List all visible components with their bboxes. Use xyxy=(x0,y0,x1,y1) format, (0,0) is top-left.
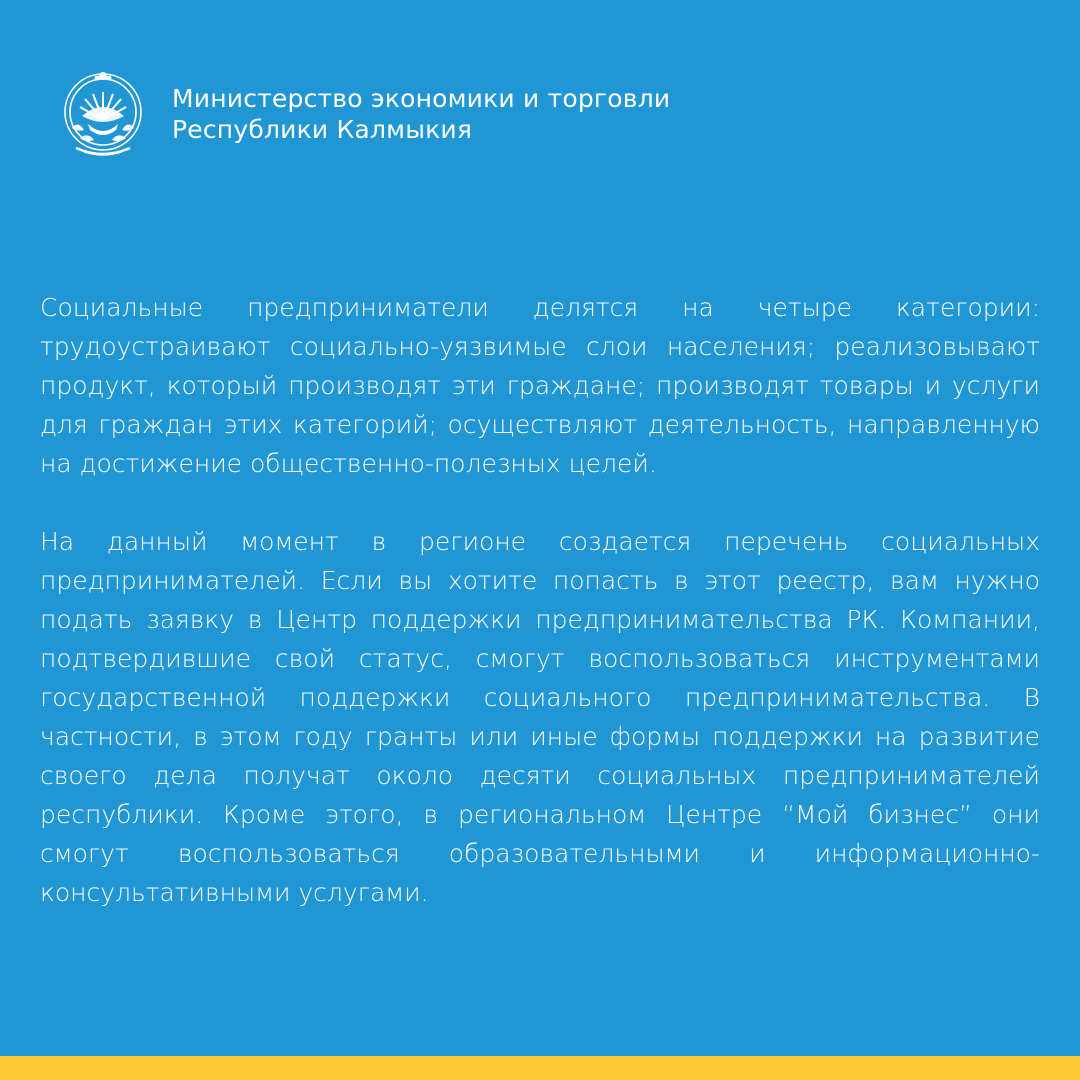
article-body xyxy=(40,288,1040,912)
ministry-name-line1: Министерство экономики и торговли xyxy=(172,84,671,113)
ministry-name xyxy=(172,83,670,145)
paragraph-registry: На данный момент в регионе создается перечень социальных предпринимателей. Если вы хотите попасть в этот реестр, вам нужно подать заявку в Центр поддержки предпринимательства РК. Компании, подтвердившие свой статус, смогут воспользоваться инструментами государственной поддержки социального предпринимательства. В частности, в этом году гранты или иные формы поддержки на развитие своего дела получат около десяти социальных предпринимателей республики. Кроме этого, в региональном Центре “Мой бизнес” они смогут воспользоваться образовательными и информационно-консультативными услугами. xyxy=(40,527,1040,907)
ministry-name-line2: Республики Калмыкия xyxy=(172,115,473,144)
header xyxy=(60,68,670,160)
coat-of-arms-icon xyxy=(60,68,146,160)
bottom-accent-bar xyxy=(0,1056,1080,1080)
paragraph-categories: Социальные предприниматели делятся на четыре категории: трудоустраивают социально-уязвимые слои населения; реализовывают продукт, который производят эти граждане; производят товары и услуги для граждан этих категорий; осуществляют деятельность, направленную на достижение общественно-полезных целей. xyxy=(40,293,1040,478)
